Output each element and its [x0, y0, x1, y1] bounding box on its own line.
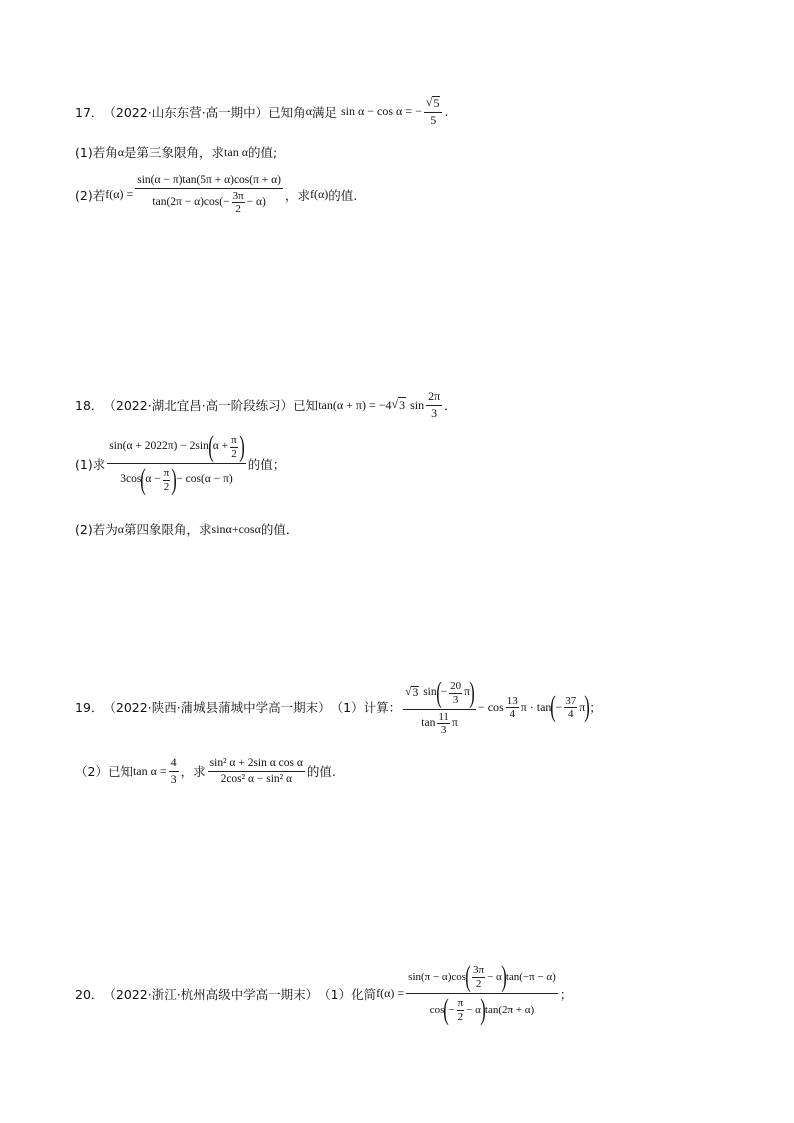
- q19-num-fraction: [449, 680, 462, 705]
- q17-f-den-fden: 2: [235, 203, 241, 216]
- q19-part2-post: 的值.: [306, 764, 336, 780]
- q19-part2-fraction: [208, 757, 305, 786]
- q19-part2-tan-fraction: [169, 756, 179, 787]
- q19-part1-label: （1）计算：: [330, 700, 402, 716]
- q19-cos-fd: 4: [509, 707, 515, 720]
- q18-condition-fraction: [426, 390, 442, 421]
- q19-cos-fn: 13: [506, 694, 518, 707]
- q18-sqrt: √ 3: [391, 397, 406, 413]
- q17-stem-text-2: 满足: [311, 104, 337, 120]
- q18-part2-post: 的值．: [260, 522, 299, 537]
- q17-end-dot: .: [444, 104, 449, 120]
- q20-num-fraction: [472, 964, 485, 989]
- q18-part1-numerator: sin(α + 2022π) − 2sin ( α + $\frac{\pi}{2}$ ): [109, 430, 245, 463]
- q20-f-numerator: sin(π − α)cos ( 3π 2 − α ) tan(−π − α): [408, 960, 556, 993]
- q19-tan-fd: 4: [567, 707, 574, 720]
- q19-part2-fd: 3: [170, 771, 177, 786]
- q20-num-b: tan(−π − α): [505, 970, 556, 983]
- q19-cos-fraction: [506, 695, 519, 720]
- q19-cos-rest: π · tan: [520, 699, 552, 714]
- q19-tan-pi: π: [579, 699, 586, 714]
- q18-den-fraction: [163, 467, 171, 492]
- q18-part1-label: (1)求: [75, 456, 106, 472]
- q18-stem: [75, 390, 457, 421]
- q18-part1-denominator: 3cos ( α − $\frac{\pi}{2}$ ) − cos(α − π): [120, 463, 233, 496]
- q19-num-neg: −: [440, 686, 448, 699]
- q18-fraction-num: 2π: [426, 390, 442, 406]
- q19-part2-label: （2）已知: [75, 764, 133, 780]
- q17-f-den-pre: tan(2π − α)cos(−: [152, 196, 230, 209]
- q17-source: （2022·山东东营·高一期中）: [103, 104, 269, 120]
- q18-num-a: sin(α + 2022π) − 2sin: [109, 440, 209, 453]
- q17-f-den-post: − α): [246, 196, 266, 209]
- q20-den-fraction: [457, 997, 465, 1022]
- q19-part2-denominator: 2cos² α − sin² α: [220, 772, 292, 785]
- q17-part1: [75, 143, 277, 161]
- q20-number: 20．: [75, 986, 104, 1002]
- q18-num-fn: π: [231, 434, 237, 447]
- q20-num-in-post: − α: [487, 970, 502, 983]
- q18-source: （2022·湖北宜昌·高一阶段练习）: [103, 398, 294, 414]
- q18-part2-text: 第四象限角，求: [124, 522, 212, 537]
- q19-num-fn: 20: [450, 680, 462, 693]
- q18-part2: [75, 520, 298, 538]
- q19-stem: 19． （2022·陕西·蒲城县蒲城中学高一期末） （1）计算： √ 3 sin ( − $\frac{20}{3}$ π ) tan 11 3 π − cos 13 4 π · tan ( − $\frac{37}{4}$ π ) ；: [75, 676, 602, 737]
- q19-num-pi: π: [464, 686, 470, 699]
- q17-part1-text: 是第三象限角，求: [124, 145, 225, 160]
- q19-sqrt-radicand: 3: [412, 686, 419, 699]
- q19-den-fn: 11: [438, 711, 449, 723]
- q19-num-fd: 3: [452, 693, 459, 706]
- q17-part2: [75, 174, 357, 215]
- q19-tan-fn: 37: [565, 694, 577, 707]
- q19-part1-fraction: [403, 678, 476, 736]
- q20-den-fn: π: [457, 997, 464, 1010]
- q17-stem-text: 已知角: [268, 104, 306, 120]
- q17-part1-alpha: α: [117, 144, 125, 159]
- q17-number: 17．: [75, 104, 104, 120]
- q17-condition-lhs: sin α − cos α = −: [341, 104, 422, 119]
- q19-tan-fraction: [564, 695, 577, 720]
- q19-part2: [75, 756, 336, 787]
- q17-f-den-fraction: [232, 190, 245, 215]
- q20-f-denominator: cos ( − $\frac{\pi}{2}$ − α ) tan(2π + α): [429, 993, 535, 1026]
- q17-f-denominator: [150, 189, 267, 215]
- q20-den-neg: −: [448, 1003, 455, 1016]
- q20-part1-label: （1）化简: [318, 986, 377, 1002]
- q18-end-dot: ．: [444, 398, 457, 414]
- q20-part1-post: ；: [559, 986, 573, 1002]
- q20-den-a: cos: [429, 1003, 445, 1016]
- q18-condition-lhs: tan(α + π) = −4: [318, 397, 392, 412]
- q17-stem: [75, 96, 448, 128]
- q20-f-lhs: f(α) =: [376, 986, 405, 1000]
- q20-den-in-post: − α: [466, 1003, 481, 1016]
- q18-sqrt-radicand: 3: [399, 398, 406, 413]
- q18-num-fd: 2: [231, 447, 237, 460]
- q18-part2-label: (2)若为: [75, 522, 118, 537]
- q18-number: 18．: [75, 398, 104, 414]
- q18-part2-expr: sinα+cosα: [211, 521, 261, 536]
- q17-f-den-fnum: 3π: [232, 190, 244, 203]
- q18-den-b: − cos(α − π): [176, 473, 233, 486]
- q19-number: 19．: [75, 700, 104, 716]
- q18-den-fd: 2: [163, 480, 170, 493]
- q17-part1-label: (1)若角: [75, 145, 118, 160]
- q19-source: （2022·陕西·蒲城县蒲城中学高一期末）: [103, 700, 331, 716]
- q18-fraction-den: 3: [431, 405, 438, 420]
- q19-part2-tan: tan α =: [132, 763, 167, 778]
- q18-part1: [75, 432, 285, 495]
- q18-den-in: α −: [145, 473, 161, 486]
- q17-sqrt-radicand: 5: [433, 96, 440, 110]
- q19-mid-cos: − cos: [477, 699, 504, 714]
- q20-den-fd: 2: [457, 1010, 464, 1023]
- q17-part2-mid: ，求: [285, 187, 311, 203]
- q19-den-fd: 3: [440, 724, 447, 737]
- q19-part1-numerator: √ 3 sin ( − $\frac{20}{3}$ π ): [405, 676, 475, 709]
- q20-f-fraction: [406, 962, 558, 1025]
- q17-part1-tan: tan α: [224, 144, 248, 159]
- q19-part2-fn: 4: [169, 756, 179, 772]
- q17-part2-label: (2)若: [75, 187, 106, 203]
- q18-part1-post: 的值；: [247, 456, 286, 472]
- q17-f-fraction: [135, 174, 283, 215]
- q17-fraction-den: 5: [430, 112, 437, 127]
- q18-sin: sin: [410, 397, 425, 412]
- q19-part2-numerator: sin² α + 2sin α cos α: [208, 757, 305, 772]
- q19-den-pi: π: [451, 716, 458, 729]
- q20-den-b: tan(2π + α): [484, 1003, 535, 1016]
- q20-num-a: sin(π − α)cos: [408, 970, 467, 983]
- q18-stem-text: 已知: [293, 398, 319, 414]
- q19-part1-post: ；: [589, 700, 602, 716]
- q18-part2-alpha: α: [117, 521, 125, 536]
- q19-part1-denominator: [419, 710, 459, 736]
- q17-part2-post: 的值.: [328, 187, 358, 203]
- q17-alpha: α: [305, 104, 312, 119]
- q20-source: （2022·浙江·杭州高级中学高一期末）: [103, 986, 319, 1002]
- q18-num-fraction: [230, 434, 238, 459]
- q19-den-tan: tan: [421, 716, 436, 729]
- q20-num-fn: 3π: [473, 964, 485, 977]
- q17-condition-fraction: √ 5 5: [424, 96, 443, 128]
- q17-f-numerator: sin(α − π)tan(5π + α)cos(π + α): [135, 174, 283, 189]
- q17-part2-f: f(α): [310, 187, 329, 202]
- q19-den-fraction: [437, 711, 450, 736]
- q20-num-fd: 2: [475, 977, 482, 990]
- q17-f-lhs: f(α) =: [105, 187, 134, 202]
- q18-part1-fraction: [107, 432, 246, 495]
- q19-part2-mid: ，求: [180, 764, 206, 780]
- q20-stem: [75, 962, 572, 1025]
- q18-den-fn: π: [163, 467, 170, 480]
- q19-tan-neg: −: [555, 699, 563, 714]
- q18-num-in: α +: [212, 440, 229, 453]
- q19-num-sin: sin: [423, 686, 437, 699]
- q17-part1-post: 的值;: [247, 145, 278, 160]
- q18-den-a: 3cos: [120, 473, 142, 486]
